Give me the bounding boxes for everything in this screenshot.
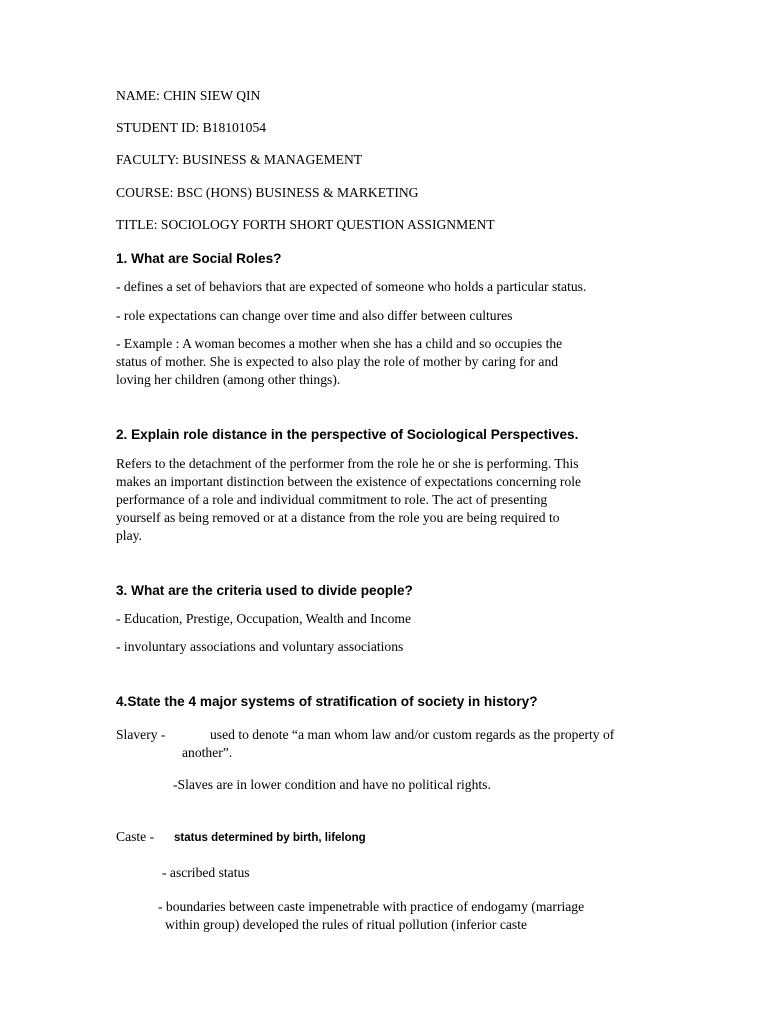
q3-point-1: - Education, Prestige, Occupation, Wealth and Income	[116, 611, 411, 626]
q1-example-line-1: - Example : A woman becomes a mother when she has a child and so occupies the	[116, 336, 563, 351]
q2-line-1: Refers to the detachment of the performer from the role he or she is performing. This	[116, 456, 579, 471]
caste-line-3: - boundaries between caste impenetrable with practice of endogamy (marriage	[158, 899, 585, 914]
q2-heading: 2. Explain role distance in the perspective of Sociological Perspectives.	[116, 427, 579, 442]
slavery-line-3: -Slaves are in lower condition and have no political rights.	[173, 777, 491, 792]
q2-line-3: performance of a role and individual commitment to role. The act of presenting	[116, 492, 548, 507]
slavery-label: Slavery -	[116, 727, 166, 742]
slavery-line-2: another”.	[182, 745, 233, 760]
q1-example-line-3: loving her children (among other things).	[116, 372, 341, 387]
faculty: FACULTY: BUSINESS & MANAGEMENT	[116, 152, 363, 167]
q1-point-1: - defines a set of behaviors that are expected of someone who holds a particular status.	[116, 279, 587, 294]
student-name: NAME: CHIN SIEW QIN	[116, 88, 261, 103]
q2-line-5: play.	[116, 528, 142, 543]
course: COURSE: BSC (HONS) BUSINESS & MARKETING	[116, 185, 419, 200]
q2-line-2: makes an important distinction between the existence of expectations concerning role	[116, 474, 582, 489]
slavery-line-1: used to denote “a man whom law and/or custom regards as the property of	[210, 727, 615, 742]
q1-heading: 1. What are Social Roles?	[116, 251, 282, 266]
q1-point-2: - role expectations can change over time and also differ between cultures	[116, 308, 513, 323]
student-id: STUDENT ID: B18101054	[116, 120, 267, 135]
caste-line-1-bold: status determined by birth, lifelong	[174, 832, 366, 844]
q4-heading: 4.State the 4 major systems of stratification of society in history?	[116, 694, 538, 709]
caste-line-2: - ascribed status	[162, 865, 250, 880]
q1-example-line-2: status of mother. She is expected to also play the role of mother by caring for and	[116, 354, 559, 369]
caste-line-4: within group) developed the rules of ritual pollution (inferior caste	[165, 917, 528, 932]
q3-heading: 3. What are the criteria used to divide people?	[116, 583, 413, 598]
assignment-title: TITLE: SOCIOLOGY FORTH SHORT QUESTION ASSIGNMENT	[116, 217, 495, 232]
caste-label: Caste -	[116, 829, 155, 844]
q2-line-4: yourself as being removed or at a distance from the role you are being required to	[116, 510, 560, 525]
q3-point-2: - involuntary associations and voluntary associations	[116, 639, 404, 654]
